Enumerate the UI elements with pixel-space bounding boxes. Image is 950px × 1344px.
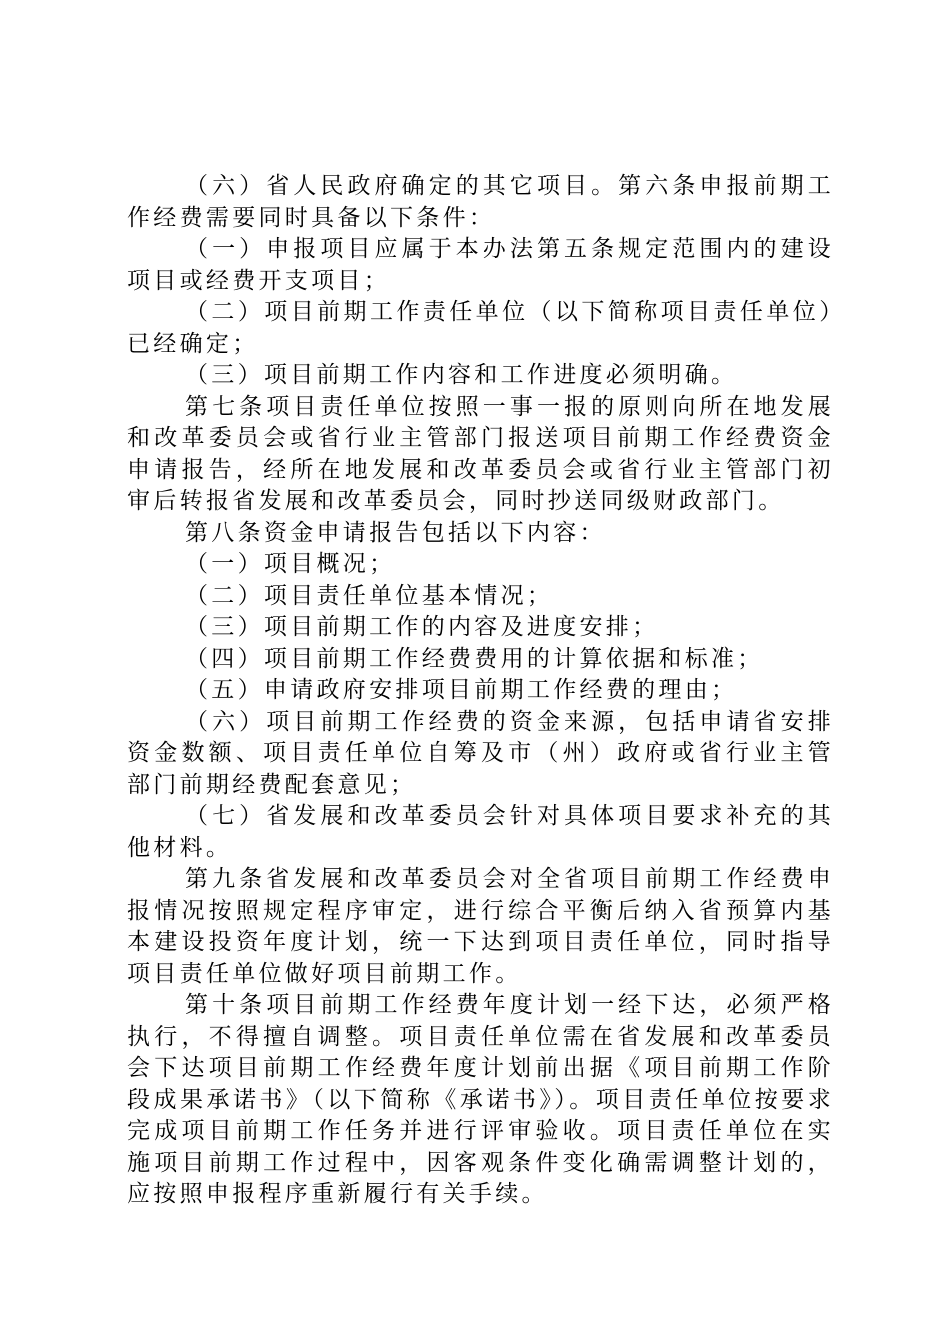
article-7: 第七条项目责任单位按照一事一报的原则向所在地发展和改革委员会或省行业主管部门报送项目前期工作经费资金申请报告，经所在地发展和改革委员会或省行业主管部门初审后转报省发展和改革委员会，同时抄送同级财政部门。 [127,393,834,514]
document-body [127,171,834,1211]
article-8: 第八条资金申请报告包括以下内容： [185,519,606,546]
article-10: 第十条项目前期工作经费年度计划一经下达，必须严格执行，不得擅自调整。项目责任单位需在省发展和改革委员会下达项目前期工作经费年度计划前出据《项目前期工作阶段成果承诺书》（以下简称《承诺书》）。项目责任单位按要求完成项目前期工作任务并进行评审验收。项目责任单位在实施项目前期工作过程中，因客观条件变化确需调整计划的，应按照申报程序重新履行有关手续。 [127,992,834,1207]
report-content-7: （七）省发展和改革委员会针对具体项目要求补充的其他材料。 [127,803,834,861]
report-content-3: （三）项目前期工作的内容及进度安排； [185,614,659,640]
condition-1: （一）申报项目应属于本办法第五条规定范围内的建设项目或经费开支项目； [127,236,834,294]
condition-2: （二）项目前期工作责任单位（以下简称项目责任单位）已经确定； [127,299,834,357]
condition-3: （三）项目前期工作内容和工作进度必须明确。 [185,362,738,388]
article-9: 第九条省发展和改革委员会对全省项目前期工作经费申报情况按照规定程序审定，进行综合平衡后纳入省预算内基本建设投资年度计划，统一下达到项目责任单位，同时指导项目责任单位做好项目前期工作。 [127,866,834,987]
report-content-2: （二）项目责任单位基本情况； [185,582,554,609]
report-content-6: （六）项目前期工作经费的资金来源，包括申请省安排资金数额、项目责任单位自筹及市（州）政府或省行业主管部门前期经费配套意见； [127,708,834,798]
paragraph-item-6-and-article-6: （六）省人民政府确定的其它项目。第六条申报前期工作经费需要同时具备以下条件： [127,173,834,231]
report-content-4: （四）项目前期工作经费费用的计算依据和标准； [185,645,764,672]
report-content-1: （一）项目概况； [185,551,396,577]
report-content-5: （五）申请政府安排项目前期工作经费的理由； [185,677,738,703]
